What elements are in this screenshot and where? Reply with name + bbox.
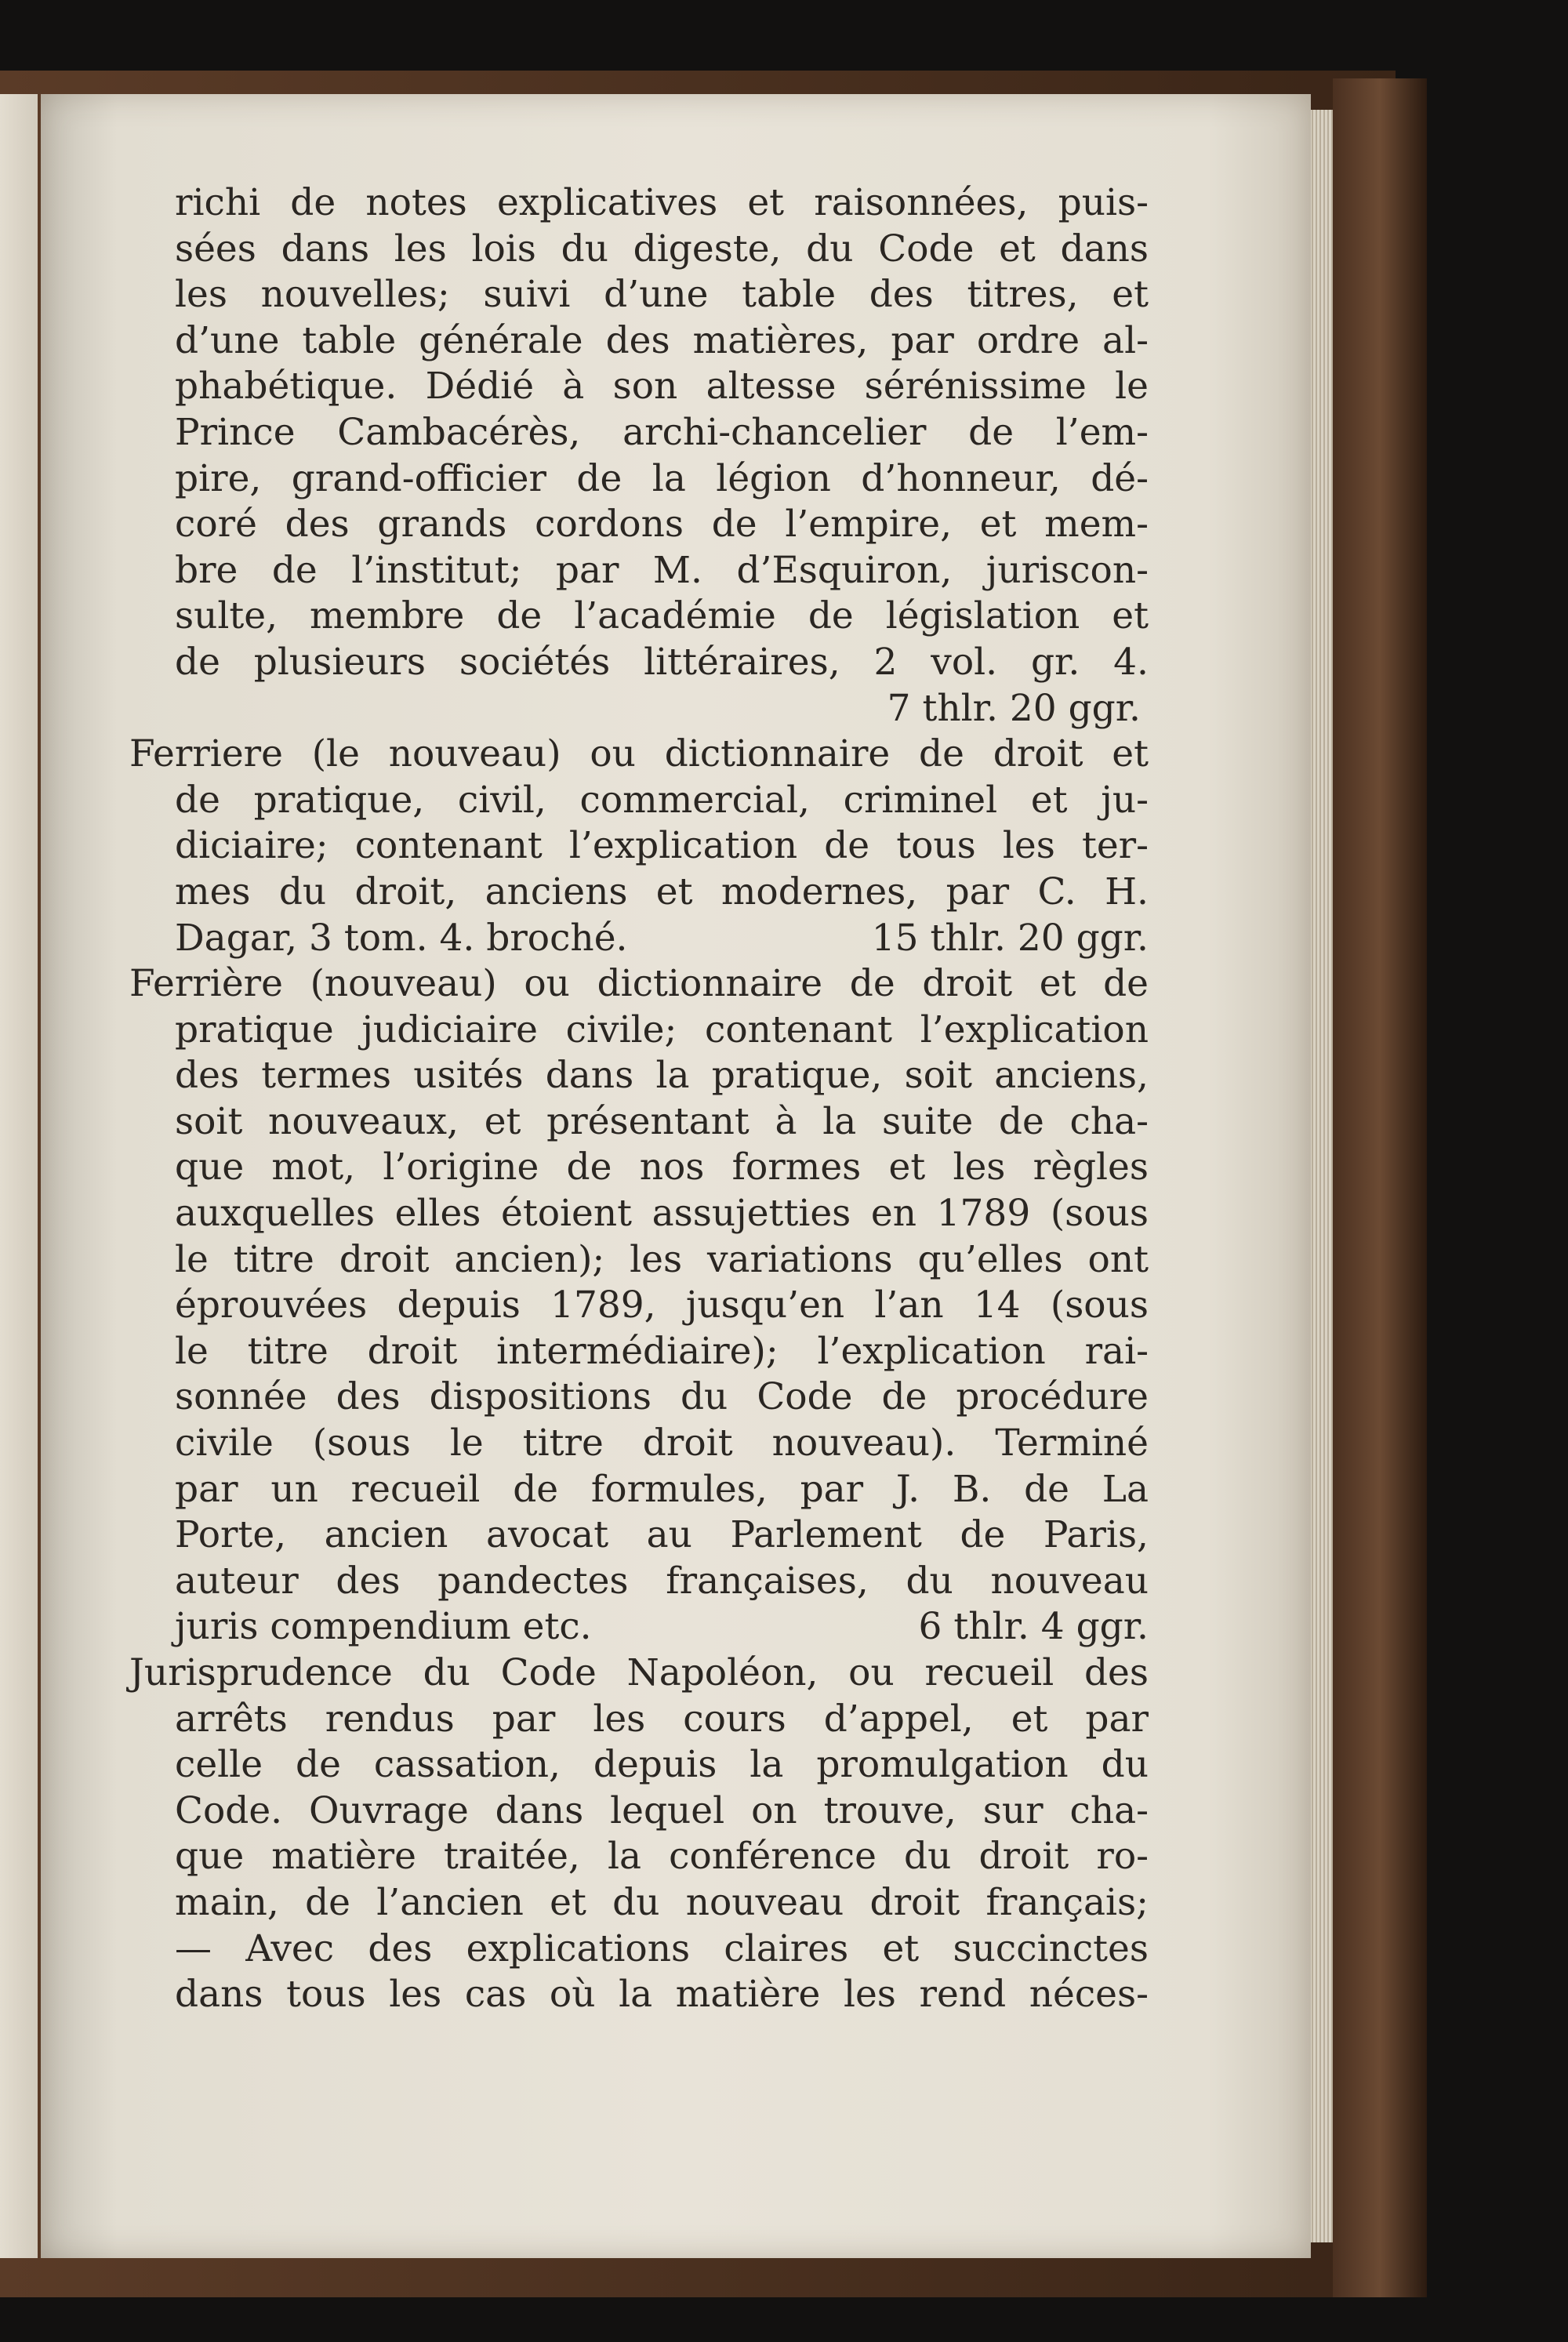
price: 7 thlr. 20 ggr. [887,686,1141,730]
text-line: auteur des pandectes françaises, du nouveau [175,1559,1149,1603]
text-line: pire, grand-officier de la légion d’honneur, dé- [175,456,1149,500]
text-line: sulte, membre de l’académie de législation et [175,594,1149,638]
price: 15 thlr. 20 ggr. [871,916,1149,960]
text-line: d’une table générale des matières, par ordre al- [175,318,1149,362]
text-line: juris compendium etc. [175,1605,592,1649]
text-line: Jurisprudence du Code Napoléon, ou recueil des [129,1651,1149,1694]
text-line: richi de notes explicatives et raisonnées, puis- [175,181,1149,224]
price: 6 thlr. 4 ggr. [918,1605,1149,1649]
text-line: des termes usités dans la pratique, soit anciens, [175,1054,1149,1098]
text-line: bre de l’institut; par M. d’Esquiron, juriscon- [175,548,1149,592]
text-line: que mot, l’origine de nos formes et les règles [175,1146,1149,1189]
text-line: que matière traitée, la conférence du droit ro- [175,1835,1149,1879]
entry-last-line [129,916,1149,962]
text-line: sonnée des dispositions du Code de procédure [175,1375,1149,1419]
text-line: arrêts rendus par les cours d’appel, et par [175,1697,1149,1741]
text-line: phabétique. Dédié à son altesse sérénissime le [175,365,1149,408]
text-line: main, de l’ancien et du nouveau droit français; [175,1880,1149,1924]
text-line: Ferriere (le nouveau) ou dictionnaire de droit et [129,732,1149,776]
text-line: soit nouveaux, et présentant à la suite de cha- [175,1099,1149,1143]
text-line: civile (sous le titre droit nouveau). Terminé [175,1422,1149,1465]
text-line: de pratique, civil, commercial, criminel et ju- [175,778,1149,822]
left-page-sliver [0,94,38,2258]
text-line: de plusieurs sociétés littéraires, 2 vol. gr. 4. [175,640,1149,684]
text-line: les nouvelles; suivi d’une table des titres, et [175,273,1149,317]
text-line: Code. Ouvrage dans lequel on trouve, sur cha- [175,1788,1149,1832]
text-line: éprouvées depuis 1789, jusqu’en l’an 14 (sous [175,1284,1149,1327]
text-line: Prince Cambacérès, archi-chancelier de l’em- [175,410,1149,454]
text-line: le titre droit intermédiaire); l’explication rai- [175,1329,1149,1373]
text-line: le titre droit ancien); les variations qu’elles ont [175,1237,1149,1281]
text-line: Dagar, 3 tom. 4. broché. [175,916,628,960]
text-line: Ferrière (nouveau) ou dictionnaire de droit et de [129,962,1149,1006]
catalog-text [129,180,1149,2018]
text-line: mes du droit, anciens et modernes, par C. H. [175,870,1149,913]
text-line: sées dans les lois du digeste, du Code et dans [175,227,1149,271]
text-line: coré des grands cordons de l’empire, et mem- [175,503,1149,546]
catalog-entry [129,732,1149,961]
text-line: Porte, ancien avocat au Parlement de Paris, [175,1513,1149,1557]
text-line: diciaire; contenant l’explication de tous les ter- [175,824,1149,868]
text-line: pratique judiciaire civile; contenant l’explication [175,1008,1149,1051]
text-line: celle de cassation, depuis la promulgation du [175,1743,1149,1787]
catalog-entry [129,180,1149,732]
text-line: — Avec des explications claires et succinctes [175,1926,1149,1970]
text-line: dans tous les cas où la matière les rend néces- [175,1973,1149,2017]
book-edge [1333,78,1427,2297]
text-line: auxquelles elles étoient assujetties en 1789 (sous [175,1192,1149,1236]
catalog-entry [129,961,1149,1650]
entry-last-line [129,1604,1149,1650]
catalog-entry [129,1650,1149,2018]
text-line: par un recueil de formules, par J. B. de La [175,1467,1149,1511]
